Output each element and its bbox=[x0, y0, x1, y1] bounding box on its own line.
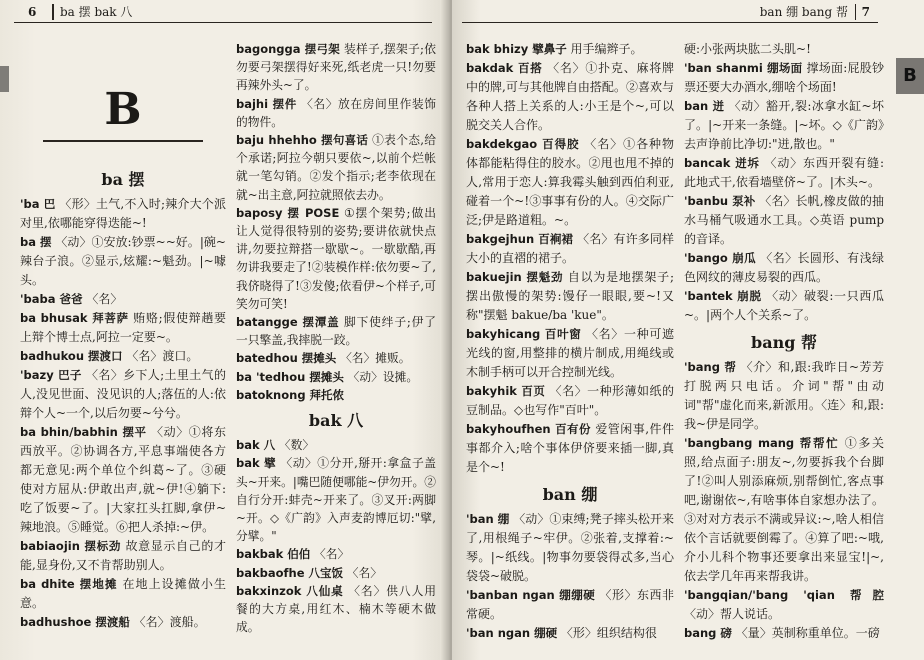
entry-headword: bang 磅 bbox=[684, 626, 732, 640]
entry-headword: 'bango 崩瓜 bbox=[684, 251, 757, 265]
entry-headword: bagongga 摆弓架 bbox=[236, 42, 341, 56]
entry-definition: 贿赂;假使辩趟要上辩个博士点,阿拉一定要~。 bbox=[20, 310, 226, 344]
dictionary-entry bbox=[684, 358, 884, 434]
dictionary-entry bbox=[466, 268, 674, 325]
dictionary-entry bbox=[466, 382, 674, 420]
right-running-header bbox=[462, 2, 878, 23]
entry-definition: 〈动〉①将东西放平。②协调各方,平息事端使各方都无意见:两个单位个纠葛~了。③硬使对方屈从:伊敢出声,就~伊!④躺下:吃了饭要~了。|大家扛头扛脚,拿伊~辣地浪。⑤睡觉。⑥把人杀掉:~伊。 bbox=[20, 424, 226, 534]
dictionary-entry bbox=[466, 420, 674, 477]
dictionary-entry bbox=[236, 545, 436, 563]
entry-headword: ban 迸 bbox=[684, 99, 725, 113]
dictionary-entry bbox=[466, 325, 674, 382]
dictionary-entry bbox=[20, 290, 226, 309]
initial-letter: B bbox=[104, 84, 142, 135]
initial-letter-block bbox=[43, 84, 203, 142]
dictionary-entry bbox=[20, 233, 226, 290]
entry-definition: 故意显示自己的才能,显身份,又不肯帮助别人。 bbox=[20, 538, 226, 572]
entry-definition: 〈名〉放在房间里作装饰的物件。 bbox=[236, 96, 436, 129]
dictionary-entry bbox=[466, 586, 674, 624]
entry-headword: 'bazy 巴子 bbox=[20, 367, 82, 382]
entry-headword: batedhou 摆摊头 bbox=[236, 351, 337, 366]
dictionary-entry bbox=[684, 434, 884, 586]
entry-headword: bakbak 伯伯 bbox=[236, 547, 311, 562]
entry-definition: 〈名〉 bbox=[314, 547, 350, 562]
entry-headword: bak bhizy 擘鼻子 bbox=[466, 42, 567, 56]
entry-headword: 'ba 巴 bbox=[20, 196, 56, 211]
entry-definition: 〈名〉一种形薄如纸的豆制品。◇也写作"百叶"。 bbox=[466, 384, 674, 417]
section-title-ban: ban 绷 bbox=[542, 485, 598, 504]
dictionary-entry bbox=[684, 192, 884, 249]
entry-definition: 〈名〉长帆,橡皮做的抽水马桶气吸通水工具。◇英语 pump 的音译。 bbox=[684, 194, 884, 246]
entry-definition: 脚下使绊子;伊了一只擎盖,我摔脱一跤。 bbox=[236, 315, 436, 348]
entry-headword: ba 摆 bbox=[20, 234, 52, 249]
dictionary-entry bbox=[684, 249, 884, 287]
entry-definition: 装样子,摆架子;依勿要弓架摆得好来死,纸老虎一只!勿要再辣外头~了。 bbox=[236, 42, 436, 93]
entry-definition: 〈动〉设摊。 bbox=[347, 369, 419, 384]
thumb-index-tab: B bbox=[896, 58, 924, 94]
entry-definition: 〈动〉①分开,掰开:拿盒子盖头~开来。|嘴巴随便哪能~伊勿开。②自行分开:蚌壳~开来了。③叉开:两脚~开。◇《广韵》入声麦韵博厄切:"擘,分擘。" bbox=[236, 456, 436, 544]
dictionary-entry bbox=[684, 97, 884, 154]
entry-definition: 〈动〉东西开裂有缝:此地式干,依看墙壁侪~了。|木头~。 bbox=[684, 156, 884, 189]
entry-headword: 'bang 帮 bbox=[684, 360, 737, 374]
right-page bbox=[452, 0, 924, 660]
entry-definition: 〈动〉帮人说话。 bbox=[684, 607, 781, 621]
entry-headword: bakdak 百搭 bbox=[466, 61, 543, 75]
entry-definition: 撑场面:屁股钞票还要大办酒水,绷啥个场面! bbox=[684, 61, 884, 94]
entry-headword: bajhi 摆件 bbox=[236, 96, 297, 111]
left-page-number: 6 bbox=[28, 5, 37, 19]
entry-definition: 用手编辫子。 bbox=[570, 42, 643, 56]
dictionary-entry bbox=[236, 313, 436, 349]
dictionary-entry bbox=[684, 40, 884, 59]
entry-headword: ba bhin/babhin 摆平 bbox=[20, 424, 147, 439]
entry-list bbox=[466, 40, 674, 477]
entry-definition: 〈动〉破裂:一只西瓜~。|两个人个关系~了。 bbox=[684, 289, 884, 322]
entry-definition: 〈动〉①束缚;凳子摔头松开来了,用根绳子~牢伊。②张着,支撑着:~琴。|~纸线。|物事勿要袋得忒多,当心袋袋~破脱。 bbox=[466, 512, 674, 583]
left-running-head: ba 摆 bak 八 bbox=[60, 5, 133, 19]
entry-headword: badhushoe 摆渡船 bbox=[20, 614, 130, 629]
entry-headword: bakdekgao 百得胶 bbox=[466, 137, 580, 151]
entry-definition: 爱管闲事,件件事都介入;啥个事体伊侪要来插一脚,真是个~! bbox=[466, 422, 674, 474]
left-running-header bbox=[14, 2, 432, 23]
right-column-1 bbox=[466, 40, 674, 643]
entry-list bbox=[684, 40, 884, 325]
entry-headword: 'banbu 泵补 bbox=[684, 194, 756, 208]
dictionary-entry bbox=[466, 510, 674, 586]
header-divider bbox=[52, 4, 54, 20]
dictionary-entry bbox=[236, 131, 436, 204]
right-column-2 bbox=[684, 40, 884, 643]
dictionary-entry bbox=[236, 582, 436, 637]
dictionary-entry bbox=[236, 368, 436, 386]
entry-headword: bakxinzok 八仙桌 bbox=[236, 583, 344, 598]
entry-headword: 'ban shanmi 绷场面 bbox=[684, 61, 803, 75]
entry-headword: bakyhicang 百叶窗 bbox=[466, 327, 582, 341]
entry-headword: batangge 摆潭盖 bbox=[236, 315, 340, 330]
entry-headword: 'banban ngan 绷绷硬 bbox=[466, 588, 596, 602]
dictionary-entry bbox=[466, 59, 674, 135]
entry-headword: bakyhik 百页 bbox=[466, 384, 546, 398]
entry-definition: 〈名〉摊贩。 bbox=[340, 351, 411, 366]
entry-definition: 〈名〉①扑克、麻将牌中的牌,可与其他牌自由搭配。②喜欢与各种人搭上关系的人:小王是个~,可以脱交关人合作。 bbox=[466, 61, 674, 132]
entry-headword: 'ban ngan 绷硬 bbox=[466, 626, 558, 640]
entry-headword: bakuejin 摆魁劲 bbox=[466, 270, 564, 284]
right-page-number: 7 bbox=[861, 5, 870, 19]
dictionary-entry bbox=[466, 135, 674, 230]
entry-headword: 'ban 绷 bbox=[466, 512, 510, 526]
section-title-bak: bak 八 bbox=[308, 411, 364, 431]
dictionary-entry bbox=[20, 347, 226, 366]
entry-definition: 〈名〉 bbox=[86, 291, 123, 306]
dictionary-entry bbox=[684, 287, 884, 325]
entry-definition: 〈介〉和,跟:我昨日~芳芳打脱两只电话。介词"帮"由动词"帮"虚化而来,新派用。〈连〉和,跟:我~伊是同学。 bbox=[684, 360, 884, 431]
entry-definition: 〈量〉英制称重单位。一磅 bbox=[735, 626, 880, 640]
entry-definition: 〈动〉豁开,裂:冰拿水缸~坏了。|~开来一条缝。|~坏。◇《广韵》去声诤前比净切:"迸,散也。" bbox=[684, 99, 884, 151]
entry-headword: baju hhehho 摆句喜话 bbox=[236, 133, 369, 148]
dictionary-entry bbox=[20, 366, 226, 423]
entry-definition: ①表个态,给个承诺;阿拉今朝只要依~,以前个烂帐就一笔勾销。②发个指示;老李依现在就~出主意,阿拉就照依去办。 bbox=[236, 133, 436, 202]
entry-list bbox=[684, 358, 884, 643]
entry-definition: ①摆个架势;做出让人觉得很特别的姿势;要讲依就快点讲,勿要拉辩搭一歇歇~。一歇歇酷,再勿讲我要走了!②装模作样:依勿要~了,我侪晓得了!③发傻;依看伊~个样子,可笑勿可笑! bbox=[236, 205, 436, 311]
dictionary-entry bbox=[20, 575, 226, 613]
entry-headword: 'bangbang mang 帮帮忙 bbox=[684, 436, 840, 450]
entry-headword: ba bhusak 拜菩萨 bbox=[20, 310, 129, 325]
entry-definition: 〈名〉长圆形、有浅绿色网纹的薄皮易裂的西瓜。 bbox=[684, 251, 884, 284]
entry-definition: 〈名〉有许多同样大小的直褶的裙子。 bbox=[466, 232, 674, 265]
entry-headword: bak 八 bbox=[236, 438, 276, 453]
entry-list bbox=[20, 195, 226, 632]
dictionary-entry bbox=[236, 349, 436, 367]
entry-definition: 自以为是地摆架子;摆出傲慢的架势:馒仔一眼眼,要~!又称"摆魁 bakue/ba 'kue"。 bbox=[466, 270, 674, 322]
entry-headword: bancak 迸坼 bbox=[684, 156, 760, 170]
left-column-2 bbox=[236, 40, 436, 637]
entry-definition: 〈名〉供八人用餐的大方桌,用红木、楠木等硬木做成。 bbox=[236, 583, 436, 635]
entry-definition: 〈名〉 bbox=[346, 565, 383, 580]
entry-definition: 〈形〉组织结构很 bbox=[560, 626, 657, 640]
entry-list bbox=[236, 436, 436, 636]
dictionary-entry bbox=[466, 230, 674, 268]
dictionary-entry bbox=[466, 624, 674, 643]
entry-headword: babiaojin 摆标劲 bbox=[20, 538, 121, 553]
entry-headword: batoknong 拜托侬 bbox=[236, 387, 345, 402]
entry-headword: ba dhite 摆地摊 bbox=[20, 576, 118, 591]
dictionary-entry bbox=[236, 454, 436, 545]
dictionary-entry bbox=[236, 436, 436, 454]
entry-definition: ①多关照,给点面子:朋友~,勿要拆我个台脚了!②叫人别添麻烦,别帮倒忙,客点事吧,谢谢依~,有啥事体自家想办法了。③对对方表示不满或异议:~,啥人相信依个言话就要倒霉了。④算了吧:~哦,介小儿科个物事还要拿出来显宝!|~,依去学几年再来帮我讲。 bbox=[684, 436, 884, 583]
dictionary-entry bbox=[20, 613, 226, 632]
left-page bbox=[0, 0, 448, 660]
entry-definition: 〈名〉渡口。 bbox=[126, 348, 199, 363]
left-column-1 bbox=[20, 34, 226, 632]
entry-headword: ba 'tedhou 摆摊头 bbox=[236, 369, 344, 384]
dictionary-entry bbox=[20, 195, 226, 233]
entry-definition: 〈名〉①各种物体都能粘得住的胶水。②甩也甩不掉的人,常用于恋人:算我霉头触到西伯利亚,碰着一个~!③事事有份的人。④交际广泛;伊是路道粗。~。 bbox=[466, 137, 674, 227]
section-title-ba: ba 摆 bbox=[101, 169, 145, 189]
entry-headword: baposy 摆 POSE bbox=[236, 205, 340, 220]
entry-definition: 〈名〉一种可遮光线的窗,用整排的横片制成,用绳线或木制手柄可以开合控制光线。 bbox=[466, 327, 674, 379]
entry-headword: bakgejhun 百裥裙 bbox=[466, 232, 574, 246]
entry-headword: bakbaofhe 八宝饭 bbox=[236, 565, 344, 580]
entry-list bbox=[236, 40, 436, 404]
dictionary-entry bbox=[684, 586, 884, 624]
entry-definition: 〈形〉土气,不入时;辣介大个派对里,依哪能穿得迭能~! bbox=[20, 196, 226, 230]
entry-headword: 'bangqian/'bang 'qian 帮腔 bbox=[684, 588, 884, 602]
initial-letter-rule bbox=[43, 140, 203, 142]
entry-definition: 〈动〉①安放:钞票~~好。|碗~辣台子浪。②显示,炫耀:~魁劲。|~噱头。 bbox=[20, 234, 226, 287]
dictionary-entry bbox=[20, 423, 226, 537]
entry-list bbox=[466, 510, 674, 643]
entry-definition: 在地上设摊做小生意。 bbox=[20, 576, 226, 610]
entry-headword: 'bantek 崩脱 bbox=[684, 289, 762, 303]
dictionary-entry bbox=[684, 154, 884, 192]
dictionary-entry bbox=[236, 204, 436, 313]
dictionary-entry bbox=[20, 537, 226, 575]
dictionary-entry bbox=[236, 95, 436, 131]
entry-headword: bakyhoufhen 百有份 bbox=[466, 422, 592, 436]
entry-headword: bak 擘 bbox=[236, 456, 277, 471]
dictionary-entry bbox=[236, 40, 436, 95]
dictionary-entry bbox=[684, 59, 884, 97]
header-divider bbox=[855, 4, 857, 20]
entry-definition: 〈数〉 bbox=[278, 438, 315, 453]
right-running-head: ban 绷 bang 帮 bbox=[759, 5, 848, 19]
entry-definition: 〈名〉渡船。 bbox=[133, 614, 206, 629]
entry-definition: 〈名〉乡下人;土里土气的人,没见世面、没见识的人;落伍的人:依辩个人~一个,以后勿要~兮兮。 bbox=[20, 367, 226, 420]
dictionary-entry bbox=[684, 624, 884, 643]
dictionary-entry bbox=[236, 386, 436, 404]
dictionary-entry bbox=[20, 309, 226, 347]
entry-headword: 'baba 爸爸 bbox=[20, 291, 83, 306]
entry-headword: badhukou 摆渡口 bbox=[20, 348, 123, 363]
entry-definition: 硬:小张两块肱二头肌~! bbox=[684, 42, 811, 56]
dictionary-entry bbox=[466, 40, 674, 59]
left-thumb-tab bbox=[0, 66, 9, 92]
dictionary-entry bbox=[236, 564, 436, 582]
entry-definition: 〈形〉东西非常硬。 bbox=[466, 588, 674, 621]
section-title-bang: bang 帮 bbox=[751, 333, 817, 352]
